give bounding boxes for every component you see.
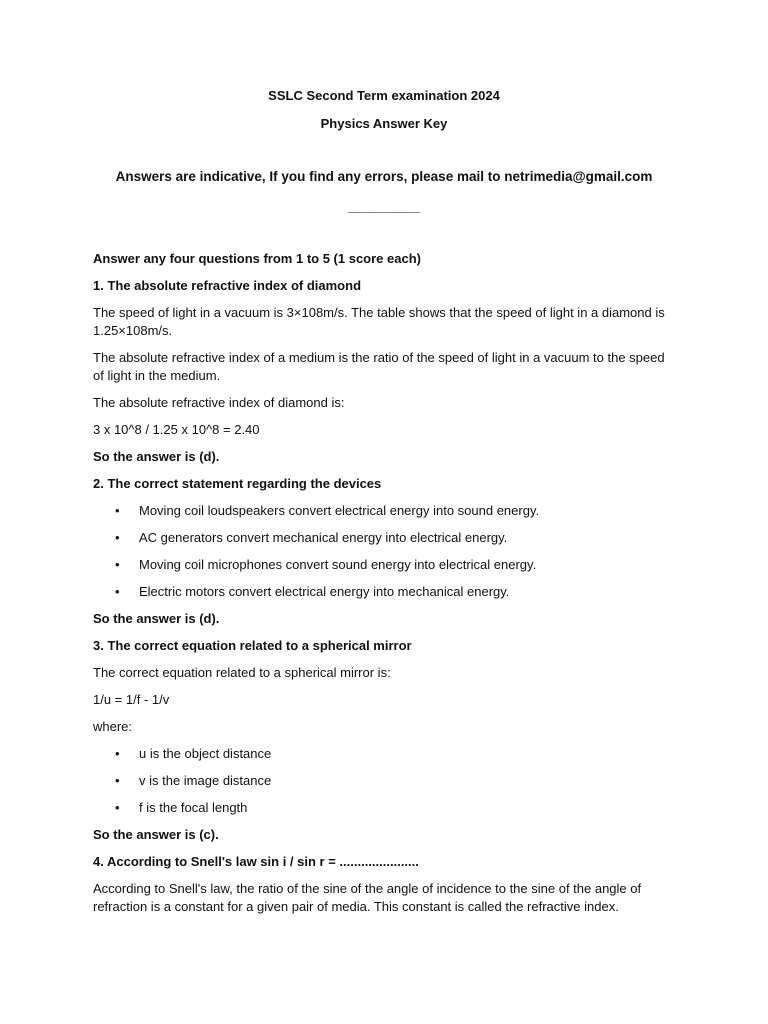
q3-bullet-list bbox=[93, 745, 673, 817]
q4-paragraph-1: According to Snell's law, the ratio of the sine of the angle of incidence to the sine of the angle of refraction is a constant for a given pair of media. This constant is called the refractive index. bbox=[93, 881, 642, 914]
q1-heading: 1. The absolute refractive index of diamond bbox=[93, 278, 362, 293]
q3-paragraph-1: The correct equation related to a spherical mirror is: bbox=[93, 665, 391, 680]
q1-answer: So the answer is (d). bbox=[93, 449, 220, 464]
list-item bbox=[93, 799, 673, 817]
bullet-icon: • bbox=[115, 800, 120, 815]
bullet-icon: • bbox=[115, 584, 120, 599]
answer-body bbox=[93, 250, 673, 925]
list-item-text: v is the image distance bbox=[139, 773, 272, 788]
q1-paragraph-1: The speed of light in a vacuum is 3×108m/s. The table shows that the speed of light in a diamond is 1.25×108m/s. bbox=[93, 305, 665, 338]
q2-heading: 2. The correct statement regarding the devices bbox=[93, 476, 382, 491]
bullet-icon: • bbox=[115, 746, 120, 761]
list-item-text: AC generators convert mechanical energy into electrical energy. bbox=[139, 530, 508, 545]
list-item bbox=[93, 529, 673, 547]
q1-paragraph-3: The absolute refractive index of diamond is: bbox=[93, 395, 345, 410]
list-item-text: Moving coil loudspeakers convert electrical energy into sound energy. bbox=[139, 503, 540, 518]
list-item-text: u is the object distance bbox=[139, 746, 272, 761]
bullet-icon: • bbox=[115, 773, 120, 788]
list-item-text: f is the focal length bbox=[139, 800, 248, 815]
q3-answer: So the answer is (c). bbox=[93, 827, 219, 842]
q3-where: where: bbox=[93, 719, 133, 734]
q3-formula: 1/u = 1/f - 1/v bbox=[93, 692, 170, 707]
section-heading: Answer any four questions from 1 to 5 (1 score each) bbox=[93, 251, 421, 266]
bullet-icon: • bbox=[115, 530, 120, 545]
q2-answer: So the answer is (d). bbox=[93, 611, 220, 626]
q1-paragraph-2: The absolute refractive index of a medium is the ratio of the speed of light in a vacuum to the speed of light in the medium. bbox=[93, 350, 665, 383]
document-subtitle: Physics Answer Key bbox=[320, 116, 448, 131]
list-item-text: Electric motors convert electrical energy into mechanical energy. bbox=[139, 584, 510, 599]
list-item-text: Moving coil microphones convert sound energy into electrical energy. bbox=[139, 557, 537, 572]
list-item bbox=[93, 772, 673, 790]
q4-heading: 4. According to Snell's law sin i / sin r = ...................... bbox=[93, 854, 419, 869]
q2-bullet-list bbox=[93, 502, 673, 601]
document-title: SSLC Second Term examination 2024 bbox=[268, 88, 500, 103]
list-item bbox=[93, 745, 673, 763]
list-item bbox=[93, 556, 673, 574]
q3-heading: 3. The correct equation related to a spherical mirror bbox=[93, 638, 412, 653]
bullet-icon: • bbox=[115, 557, 120, 572]
list-item bbox=[93, 583, 673, 601]
separator-line: __________ bbox=[347, 199, 421, 214]
list-item bbox=[93, 502, 673, 520]
errata-notice: Answers are indicative, If you find any errors, please mail to netrimedia@gmail.com bbox=[115, 169, 653, 184]
bullet-icon: • bbox=[115, 503, 120, 518]
q1-formula: 3 x 10^8 / 1.25 x 10^8 = 2.40 bbox=[93, 422, 260, 437]
